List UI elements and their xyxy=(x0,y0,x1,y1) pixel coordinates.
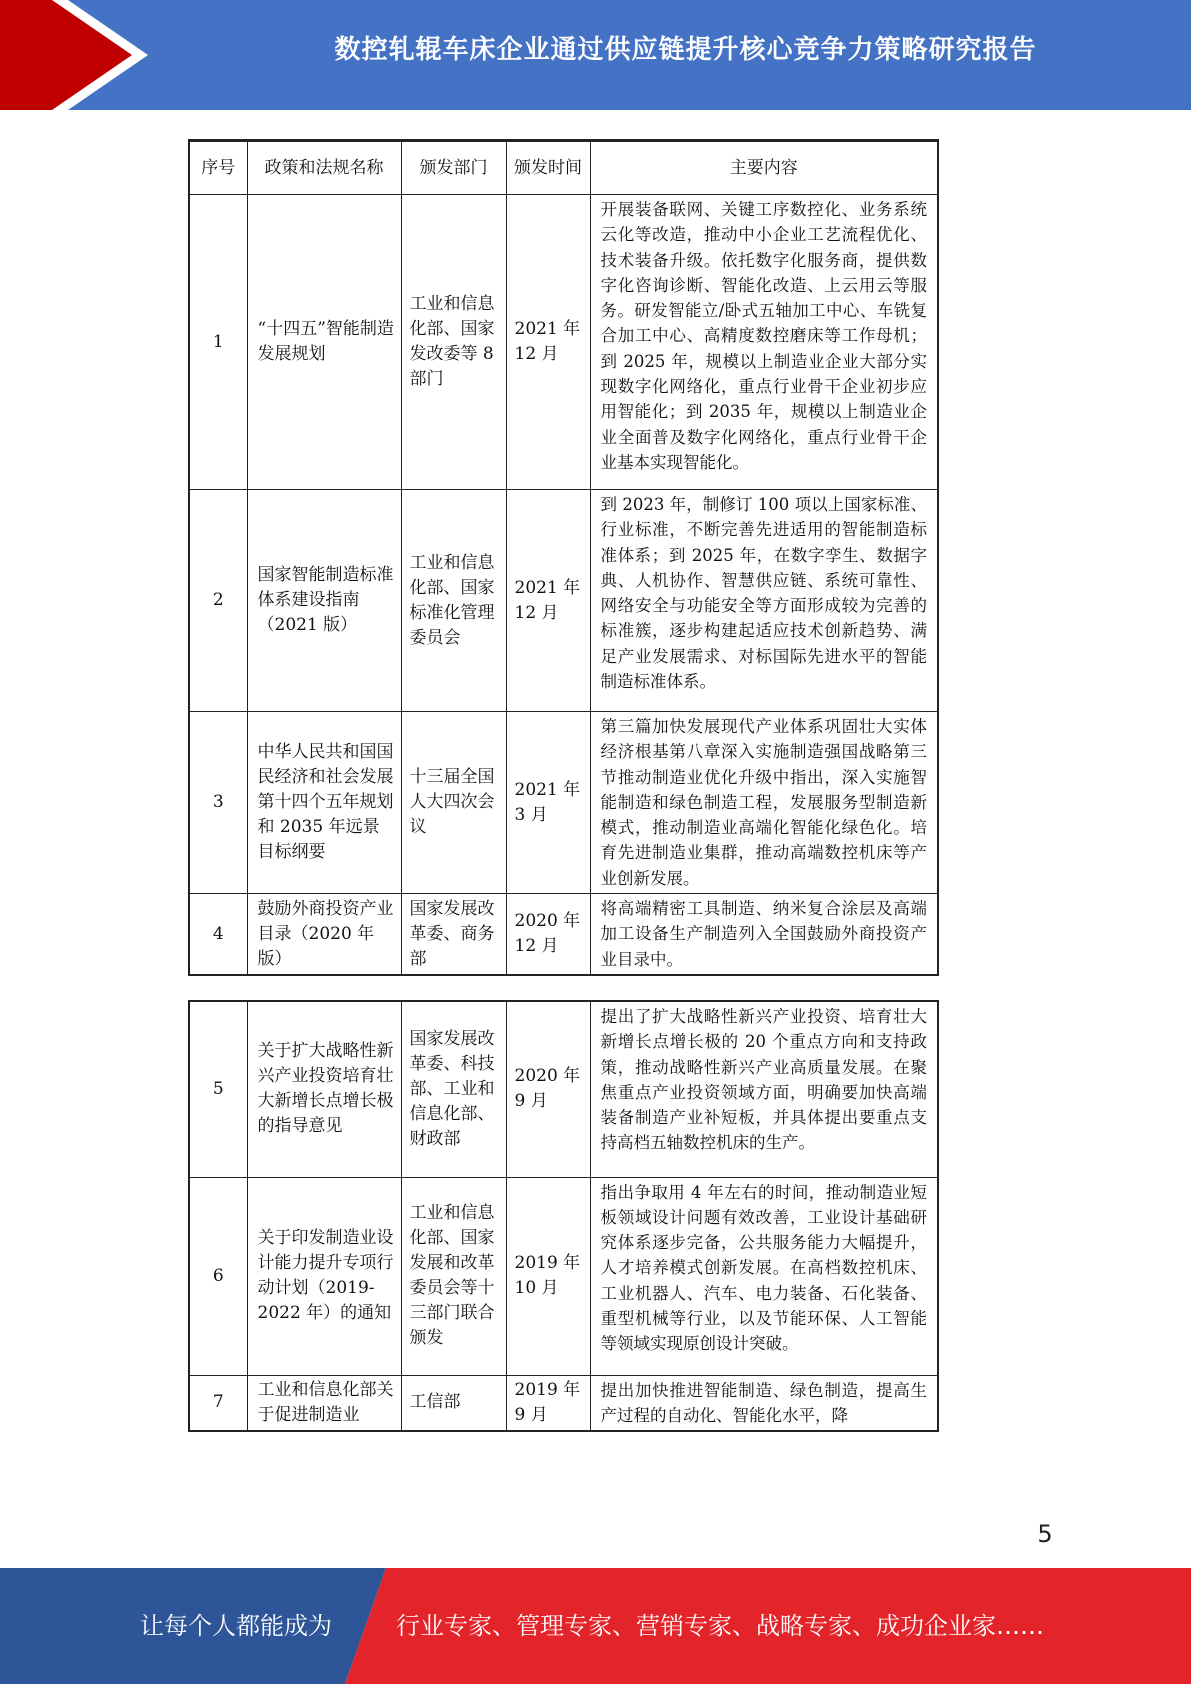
row-department: 工业和信息化部、国家发展和改革委员会等十三部门联合颁发 xyxy=(401,1177,506,1375)
table-header-row xyxy=(189,141,938,195)
row-main-content: 开展装备联网、关键工序数控化、业务系统云化等改造，推动中小企业工艺流程优化、技术装备升级。依托数字化服务商，提供数字化咨询诊断、智能化改造、上云用云等服务。研发智能立/卧式五轴加工中心、车铣复合加工中心、高精度数控磨床等工作母机；到 2025 年，规模以上制造业企业大部分实现数字化网络化，重点行业骨干企业初步应用智能化；到 2035 年，规模以上制造业企业全面普及数字化网络化，重点行业骨干企业基本实现智能化。 xyxy=(590,195,938,490)
row-department: 十三届全国人大四次会议 xyxy=(401,712,506,894)
row-issue-time: 2021 年 12 月 xyxy=(506,195,590,490)
row-main-content: 将高端精密工具制造、纳米复合涂层及高端加工设备生产制造列入全国鼓励外商投资产业目录中。 xyxy=(590,894,938,975)
table-row xyxy=(189,1375,938,1431)
row-main-content: 提出加快推进智能制造、绿色制造，提高生产过程的自动化、智能化水平，降 xyxy=(590,1375,938,1431)
table-row xyxy=(189,894,938,975)
row-issue-time: 2019 年 10 月 xyxy=(506,1177,590,1375)
row-policy-name: 工业和信息化部关于促进制造业 xyxy=(247,1375,401,1431)
row-department: 工业和信息化部、国家发改委等 8 部门 xyxy=(401,195,506,490)
row-no: 7 xyxy=(189,1375,247,1431)
row-issue-time: 2021 年 3 月 xyxy=(506,712,590,894)
row-policy-name: 鼓励外商投资产业目录（2020 年版） xyxy=(247,894,401,975)
row-no: 2 xyxy=(189,490,247,712)
page-number: 5 xyxy=(1037,1520,1053,1548)
row-policy-name: 中华人民共和国国民经济和社会发展第十四个五年规划和 2035 年远景目标纲要 xyxy=(247,712,401,894)
table-row xyxy=(189,1001,938,1177)
row-issue-time: 2021 年 12 月 xyxy=(506,490,590,712)
report-title: 数控轧辊车床企业通过供应链提升核心竞争力策略研究报告 xyxy=(334,35,1037,65)
row-no: 6 xyxy=(189,1177,247,1375)
row-policy-name: “十四五”智能制造发展规划 xyxy=(247,195,401,490)
row-issue-time: 2019 年 9 月 xyxy=(506,1375,590,1431)
column-header-no: 序号 xyxy=(189,141,247,195)
footer-banner xyxy=(0,1568,1191,1684)
row-main-content: 提出了扩大战略性新兴产业投资、培育壮大新增长点增长极的 20 个重点方向和支持政策，推动战略性新兴产业高质量发展。在聚焦重点产业投资领域方面，明确要加快高端装备制造产业补短板，并具体提出要重点支持高档五轴数控机床的生产。 xyxy=(590,1001,938,1177)
table-row xyxy=(189,195,938,490)
row-department: 国家发展改革委、商务部 xyxy=(401,894,506,975)
row-issue-time: 2020 年 9 月 xyxy=(506,1001,590,1177)
column-header-time: 颁发时间 xyxy=(506,141,590,195)
table-row xyxy=(189,490,938,712)
row-department: 工信部 xyxy=(401,1375,506,1431)
row-main-content: 第三篇加快发展现代产业体系巩固壮大实体经济根基第八章深入实施制造强国战略第三节推动制造业优化升级中指出，深入实施智能制造和绿色制造工程，发展服务型制造新模式，推动制造业高端化智能化绿色化。培育先进制造业集群，推动高端数控机床等产业创新发展。 xyxy=(590,712,938,894)
table-row xyxy=(189,712,938,894)
policy-table-part-2 xyxy=(188,1000,939,1432)
row-department: 国家发展改革委、科技部、工业和信息化部、财政部 xyxy=(401,1001,506,1177)
policy-table-part-1 xyxy=(188,139,939,976)
row-no: 5 xyxy=(189,1001,247,1177)
row-no: 1 xyxy=(189,195,247,490)
row-policy-name: 关于印发制造业设计能力提升专项行动计划（2019-2022 年）的通知 xyxy=(247,1177,401,1375)
column-header-dept: 颁发部门 xyxy=(401,141,506,195)
header-banner xyxy=(0,0,1191,110)
footer-slogan-right: 行业专家、管理专家、营销专家、战略专家、成功企业家…… xyxy=(396,1612,1044,1640)
row-no: 4 xyxy=(189,894,247,975)
row-policy-name: 国家智能制造标准体系建设指南（2021 版） xyxy=(247,490,401,712)
row-department: 工业和信息化部、国家标准化管理委员会 xyxy=(401,490,506,712)
column-header-name: 政策和法规名称 xyxy=(247,141,401,195)
table-row xyxy=(189,1177,938,1375)
row-main-content: 到 2023 年，制修订 100 项以上国家标准、行业标准，不断完善先进适用的智能制造标准体系；到 2025 年，在数字孪生、数据字典、人机协作、智慧供应链、系统可靠性、网络安全与功能安全等方面形成较为完善的标准簇，逐步构建起适应技术创新趋势、满足产业发展需求、对标国际先进水平的智能制造标准体系。 xyxy=(590,490,938,712)
row-policy-name: 关于扩大战略性新兴产业投资培育壮大新增长点增长极的指导意见 xyxy=(247,1001,401,1177)
column-header-content: 主要内容 xyxy=(590,141,938,195)
footer-slogan-left: 让每个人都能成为 xyxy=(140,1612,332,1640)
row-main-content: 指出争取用 4 年左右的时间，推动制造业短板领域设计问题有效改善，工业设计基础研究体系逐步完备，公共服务能力大幅提升，人才培养模式创新发展。在高档数控机床、工业机器人、汽车、电力装备、石化装备、重型机械等行业，以及节能环保、人工智能等领域实现原创设计突破。 xyxy=(590,1177,938,1375)
row-issue-time: 2020 年 12 月 xyxy=(506,894,590,975)
row-no: 3 xyxy=(189,712,247,894)
